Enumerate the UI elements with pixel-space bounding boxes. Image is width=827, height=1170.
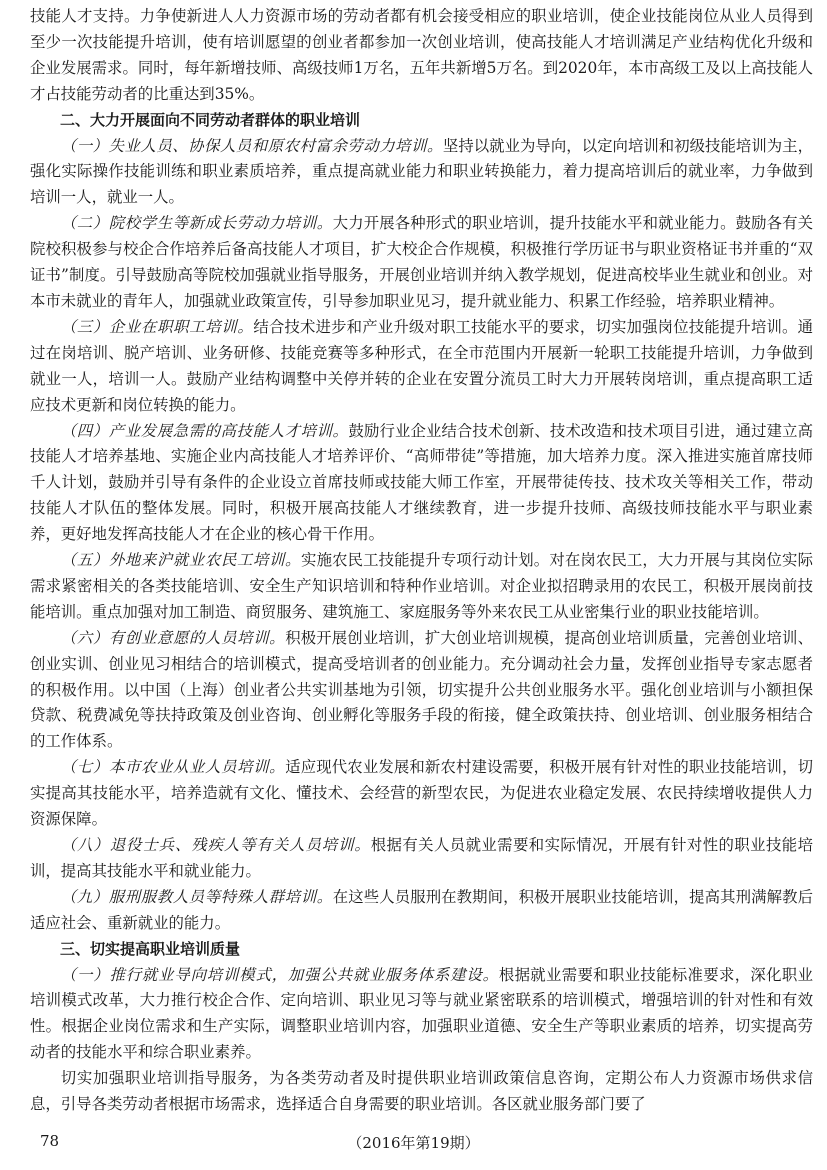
paragraph-text: 三、切实提高职业培训质量 [60,939,241,958]
paragraph-text: 技能人才支持。力争使新进人人力资源市场的劳动者都有机会接受相应的职业培训，使企业技能岗位从业人员得到至少一次技能提升培训，使有培训愿望的创业者都参加一次创业培训，使高技能人才培训满足产业结构优化升级和企业发展需求。同时，每年新增技师、高级技师1万名，五年共新增5万名。到2020年，本市高级工及以上高技能人才占技能劳动者的比重达到35%。 [30,7,813,103]
page-footer [0,1132,827,1154]
paragraph-text: 鼓励行业企业结合技术创新、技术改造和技术项目引进，通过建立高技能人才培养基地、实施企业内高技能人才培养评价、“高师带徒”等措施，加大培养力度。深入推进实施首席技师千人计划，鼓励并引导有条件的企业设立首席技师或技能大师工作室，开展带徒传技、技术攻关等相关工作，带动技能人才队伍的整体发展。同时，积极开展高技能人才继续教育，进一步提升技师、高级技师技能水平与职业素养，更好地发挥高技能人才在企业的核心骨干作用。 [30,421,813,544]
paragraph-lead: （一）推行就业导向培训模式，加强公共就业服务体系建设。 [60,965,499,984]
paragraph [30,419,813,549]
paragraph [30,885,813,937]
paragraph [30,755,813,833]
paragraph [30,211,813,315]
paragraph-lead: （八）退役士兵、残疾人等有关人员培训。 [60,836,371,854]
paragraph-lead: （三）企业在职职工培训。 [60,317,254,336]
paragraph [30,548,813,626]
page-number: 78 [40,1132,60,1150]
paragraph-text: 实施农民工技能提升专项行动计划。对在岗农民工，大力开展与其岗位实际需求紧密相关的各类技能培训、安全生产知识培训和特种作业培训。对企业拟招聘录用的农民工，积极开展岗前技能培训。重点加强对加工制造、商贸服务、建筑施工、家庭服务等外来农民工从业密集行业的职业技能培训。 [30,551,813,621]
paragraph-text: 根据有关人员就业需要和实际情况，开展有针对性的职业技能培训，提高其技能水平和就业能力。 [30,836,813,880]
paragraph-text: 适应现代农业发展和新农村建设需要，积极开展有针对性的职业技能培训，切实提高其技能水平，培养造就有文化、懂技术、会经营的新型农民，为促进农业稳定发展、农民持续增收提供人力资源保障。 [30,758,813,829]
issue-label: （2016年第19期） [347,1134,480,1152]
paragraph-lead: （五）外地来沪就业农民工培训。 [60,551,302,570]
paragraph [30,134,813,212]
paragraph [30,626,813,756]
section-heading [30,108,813,134]
paragraph [30,1066,813,1118]
paragraph-lead: （七）本市农业从业人员培训。 [60,758,286,777]
paragraph-text: 积极开展创业培训，扩大创业培训规模，提高创业培训质量，完善创业培训、创业实训、创业见习相结合的培训模式，提高受培训者的创业能力。充分调动社会力量，发挥创业指导专家志愿者的积极作用。以中国（上海）创业者公共实训基地为引领，切实提升公共创业服务水平。强化创业培训与小额担保贷款、税费减免等扶持政策及创业咨询、创业孵化等服务手段的衔接，健全政策扶持、创业培训、创业服务相结合的工作体系。 [30,628,813,751]
paragraph-text: 根据就业需要和职业技能标准要求，深化职业培训模式改革，大力推行校企合作、定向培训、职业见习等与就业紧密联系的培训模式，增强培训的针对性和有效性。根据企业岗位需求和生产实际，调整职业培训内容，加强职业道德、安全生产等职业素质的培养，切实提高劳动者的技能水平和综合职业素养。 [30,965,813,1062]
paragraph [30,315,813,419]
paragraph-text: 在这些人员服刑在教期间，积极开展职业技能培训，提高其刑满解教后适应社会、重新就业的能力。 [30,887,813,932]
paragraph-text: 二、大力开展面向不同劳动者群体的职业培训 [60,110,361,129]
document-body [30,4,813,1118]
paragraph-text: 切实加强职业培训指导服务，为各类劳动者及时提供职业培训政策信息咨询，定期公布人力资源市场供求信息，引导各类劳动者根据市场需求，选择适合自身需要的职业培训。各区就业服务部门要了 [30,1069,813,1114]
paragraph [30,963,813,1067]
paragraph-lead: （二）院校学生等新成长劳动力培训。 [60,214,333,233]
paragraph-text: 坚持以就业为导向，以定向培训和初级技能培训为主，强化实际操作技能训练和职业素质培养，重点提高就业能力和职业转换能力，着力提高培训后的就业率，力争做到培训一人，就业一人。 [30,136,813,207]
paragraph-lead: （九）服刑服教人员等特殊人群培训。 [60,887,333,906]
paragraph-lead: （四）产业发展急需的高技能人才培训。 [60,421,349,440]
paragraph-lead: （六）有创业意愿的人员培训。 [60,628,286,647]
paragraph [30,4,813,108]
paragraph-text: 结合技术进步和产业升级对职工技能水平的要求，切实加强岗位技能提升培训。通过在岗培训、脱产培训、业务研修、技能竞赛等多种形式，在全市范围内开展新一轮职工技能提升培训，力争做到就业一人，培训一人。鼓励产业结构调整中关停并转的企业在安置分流员工时大力开展转岗培训，重点提高职工适应技术更新和岗位转换的能力。 [30,317,813,414]
section-heading [30,937,813,963]
paragraph-text: 大力开展各种形式的职业培训，提升技能水平和就业能力。鼓励各有关院校积极参与校企合作培养后备高技能人才项目，扩大校企合作规模，积极推行学历证书与职业资格证书并重的“双证书”制度。引导鼓励高等院校加强就业指导服务，开展创业培训并纳入教学规划，促进高校毕业生就业和创业。对本市未就业的青年人，加强就业政策宣传，引导参加职业见习，提升就业能力、积累工作经验，培养职业精神。 [30,214,813,310]
paragraph [30,833,813,885]
paragraph-lead: （一）失业人员、协保人员和原农村富余劳动力培训。 [60,136,443,155]
